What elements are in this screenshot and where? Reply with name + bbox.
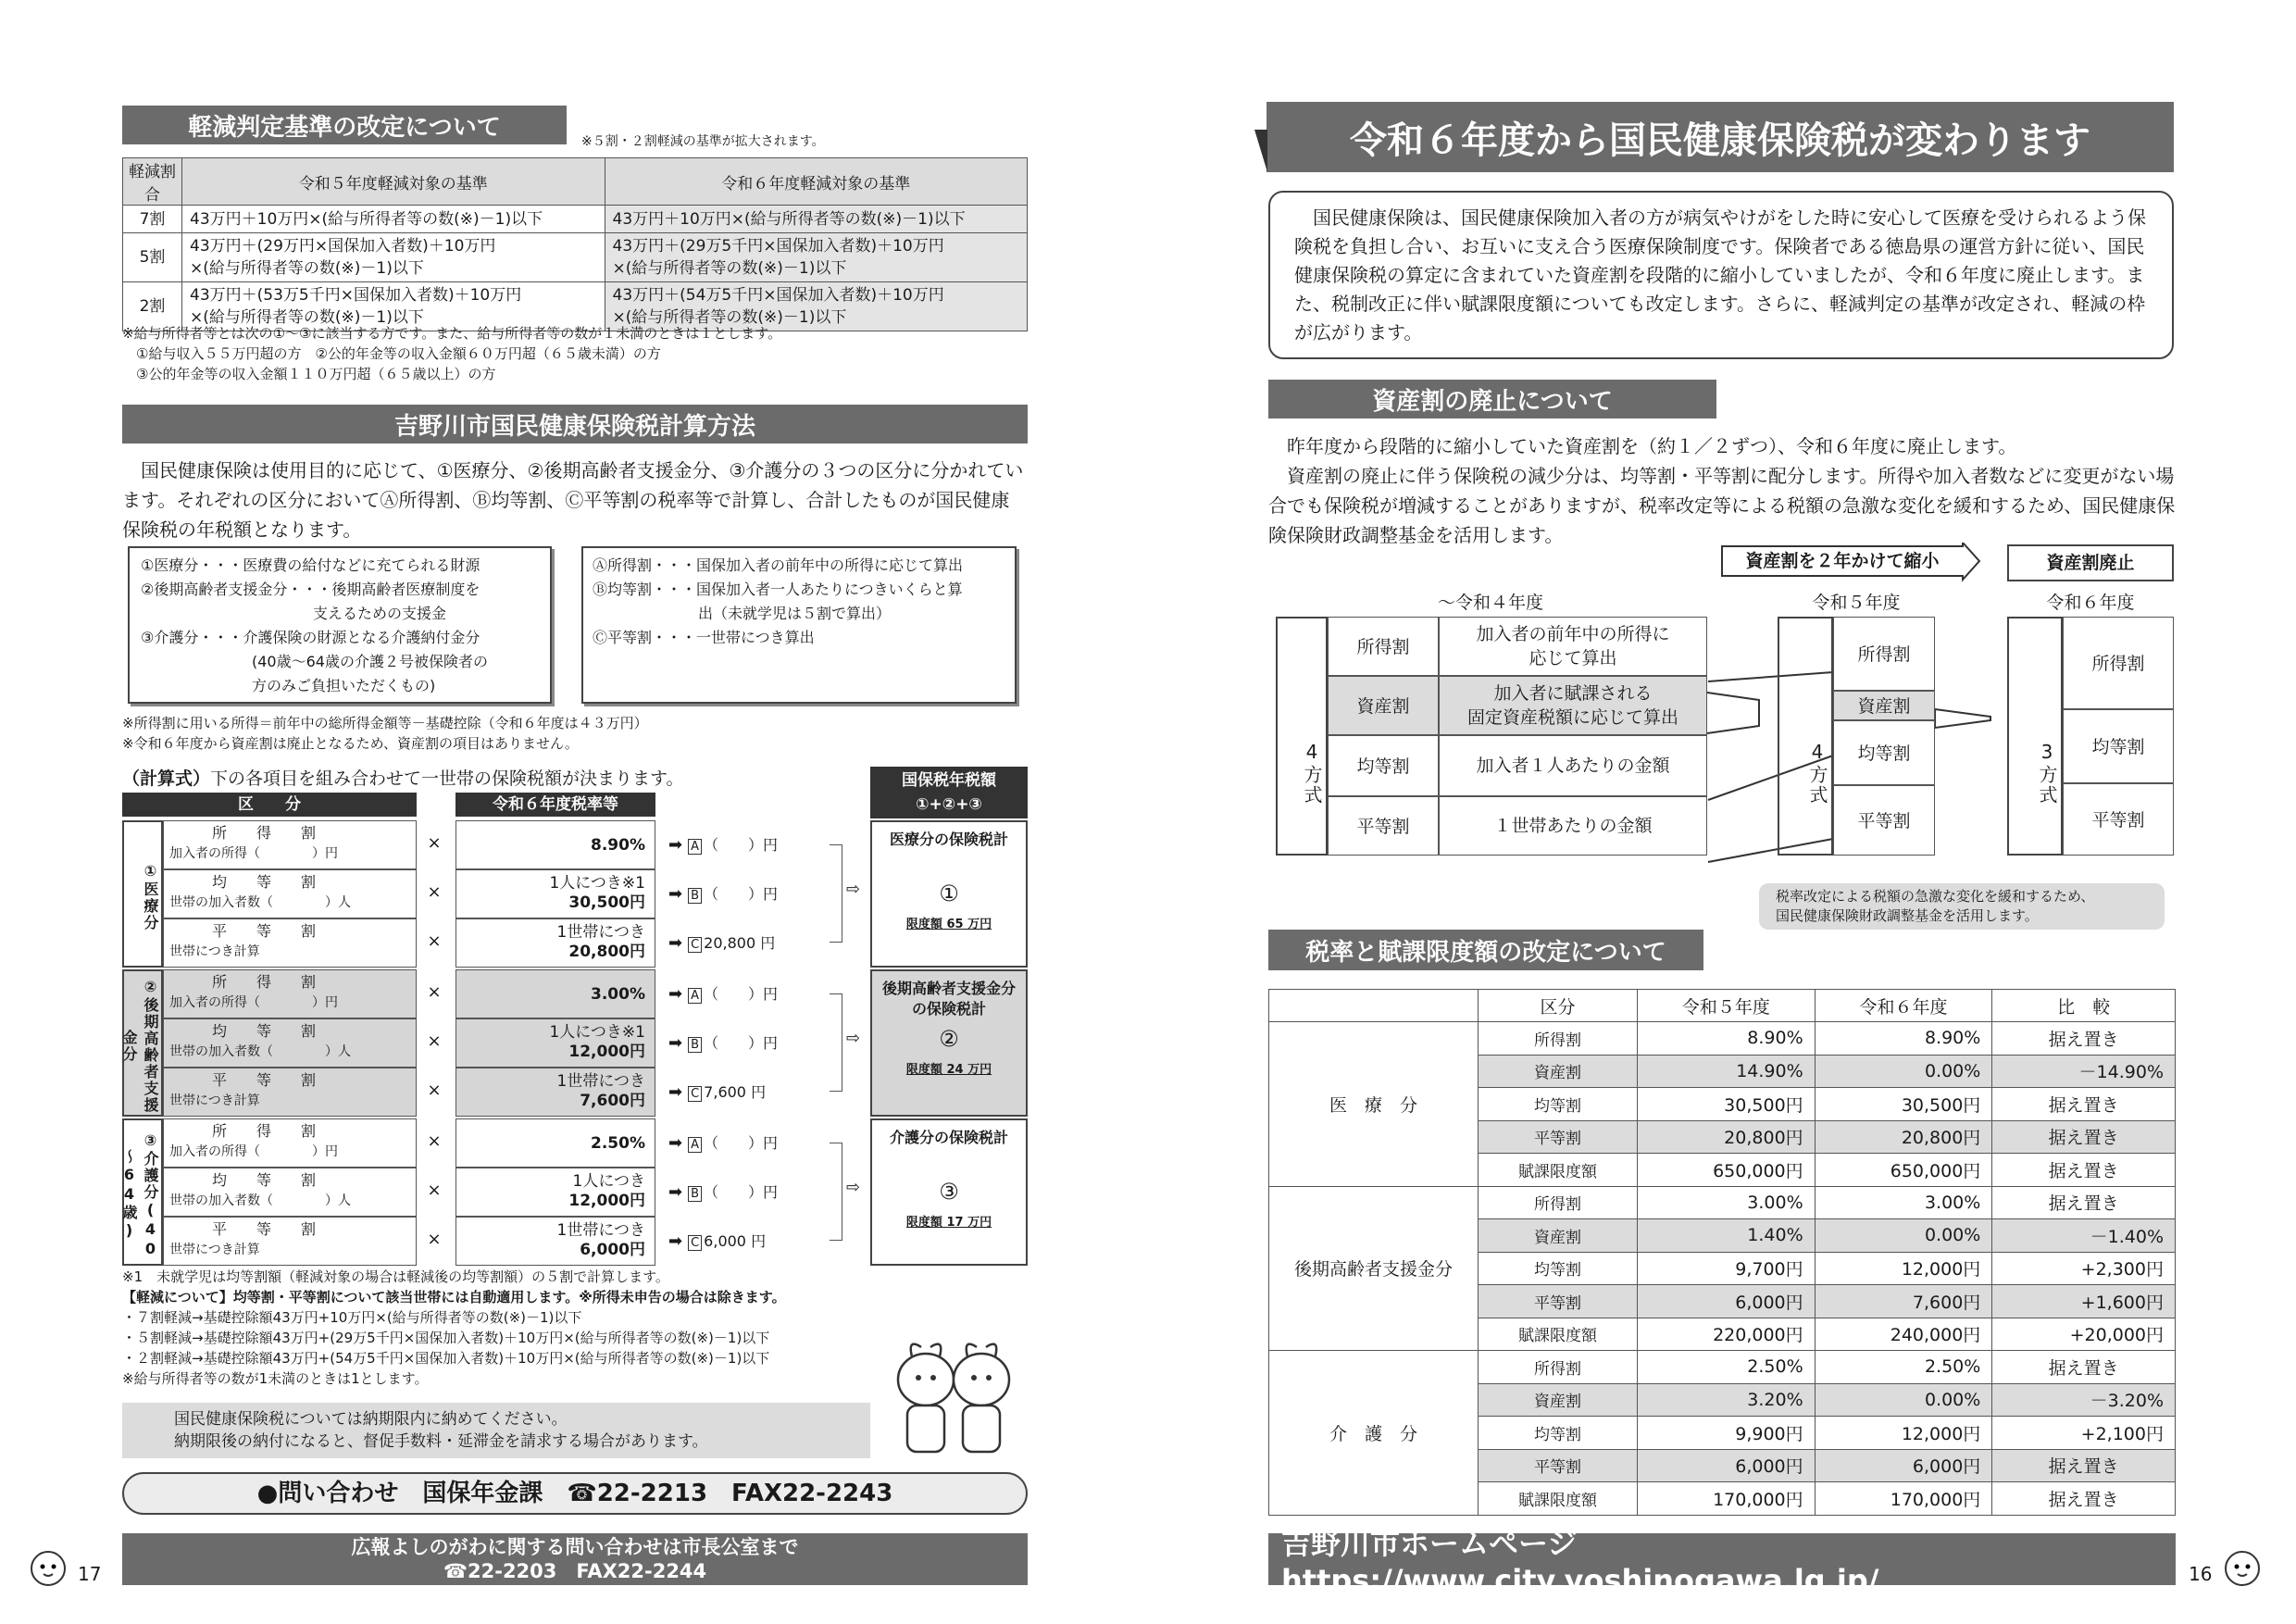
calc-amount: （ ）円 xyxy=(704,1183,779,1201)
group-result-label: 介護分の保険税計 xyxy=(889,1129,1008,1146)
calc-amount: （ ）円 xyxy=(704,1134,779,1152)
rate-cell: 均等割 xyxy=(1479,1088,1638,1121)
group-result-label: 後期高齢者支援金分の保険税計 xyxy=(881,980,1016,1018)
rate-cell: 8.90% xyxy=(1815,1022,1992,1056)
times-sign: × xyxy=(427,931,442,951)
col-total-header: 国保税年税額 ①+②+③ xyxy=(870,767,1028,818)
rate-row xyxy=(1269,1351,2176,1384)
rate-row xyxy=(1269,1186,2176,1219)
diag-desc-r4: 加入者に賦課される 固定資産税額に応じて算出 xyxy=(1439,676,1707,735)
diag-item-r5: 均等割 xyxy=(1833,720,1935,785)
rate-value: 12,000円 xyxy=(568,1043,645,1061)
rate-header: 令和６年度 xyxy=(1815,990,1992,1022)
calc-rate xyxy=(455,918,655,968)
criteria-cell: 43万円＋10万円×(給与所得者等の数(※)－1)以下 xyxy=(182,206,605,233)
criteria-cell: 43万円＋10万円×(給与所得者等の数(※)－1)以下 xyxy=(605,206,1028,233)
rate-cell: 1.40% xyxy=(1638,1219,1816,1253)
criteria-cell: 43万円＋(29万5千円×国保加入者数)＋10万円 ×(給与所得者等の数(※)－1)以下 xyxy=(605,233,1028,282)
criteria-row xyxy=(123,233,1028,282)
tag-label: C xyxy=(688,1086,702,1102)
group-limit: 限度額 17 万円 xyxy=(905,1216,992,1230)
col-r6: 令和６年度 xyxy=(2046,593,2135,613)
rate-header: 区分 xyxy=(1479,990,1638,1022)
calc-result xyxy=(668,882,807,904)
diag-item-r6: 平等割 xyxy=(2063,783,2174,856)
method-box: Ⓐ所得割・・・国保加入者の前年中の所得に応じて算出 Ⓑ均等割・・・国保加入者一人あたりにつきいくらと算 出（未就学児は５割で算出） Ⓒ平等割・・・一世帯につき算出 xyxy=(581,546,1017,704)
rate-line: 1世帯につき xyxy=(556,923,645,942)
arrow-icon: ➡ xyxy=(668,1082,683,1102)
calc-rate xyxy=(455,1118,655,1168)
rate-group-name: 医 療 分 xyxy=(1269,1022,1479,1187)
diag-desc-r4: １世帯あたりの金額 xyxy=(1439,796,1707,856)
calc-amount: 20,800 円 xyxy=(704,934,776,952)
tag-label: B xyxy=(688,1037,702,1053)
calc-item xyxy=(163,820,417,869)
calc-rate xyxy=(455,1018,655,1068)
rate-cell: 3.00% xyxy=(1638,1186,1816,1219)
rate-cell: 8.90% xyxy=(1638,1022,1816,1056)
criteria-row xyxy=(123,206,1028,233)
rate-cell: 資産割 xyxy=(1479,1219,1638,1253)
rate-cell: 2.50% xyxy=(1638,1351,1816,1384)
rate-cell: 30,500円 xyxy=(1815,1088,1992,1121)
asset-text: 昨年度から段階的に縮小していた資産割を（約１／２ずつ）、令和６年度に廃止します。 資産割の廃止に伴う保険税の減少分は、均等割・平等割に配分します。所得や加入者数などに変更がない場合でも保険税が増減することがありますが、税率改定等による税額の急激な変化を緩和するため、国民健康保険保険財政調整基金を活用します。 xyxy=(1268,435,2176,546)
rate-cell: 30,500円 xyxy=(1638,1088,1816,1121)
calc-item xyxy=(163,1217,417,1266)
calc-rate xyxy=(455,1068,655,1117)
arrow-icon: ➡ xyxy=(668,1033,683,1053)
calc-item-name: 均 等 割 xyxy=(212,1171,317,1189)
calc-result xyxy=(668,1081,807,1102)
calc-rate xyxy=(455,820,655,869)
arrow-icon: ➡ xyxy=(668,884,683,904)
rate-cell: 据え置き xyxy=(1992,1022,2176,1056)
calc-item-sub: 世帯の加入者数（ ）人 xyxy=(169,1193,351,1208)
left-footer: 広報よしのがわに関する問い合わせは市長公室まで ☎22-2203 FAX22-2244 xyxy=(122,1533,1028,1585)
calc-result xyxy=(668,1230,807,1251)
payment-notice: 国民健康保険税については納期限内に納めてください。 納期限後の納付になると、督促手数料・延滞金を請求する場合があります。 xyxy=(122,1403,870,1458)
calc-result xyxy=(668,1131,807,1153)
abolish-label: 資産割廃止 xyxy=(2007,544,2174,581)
calc-item-name: 平 等 割 xyxy=(212,1220,317,1238)
mascot-illustration xyxy=(889,1333,1018,1472)
tag-label: A xyxy=(688,1137,702,1153)
rate-line: 1世帯につき xyxy=(556,1221,645,1240)
group-limit: 限度額 24 万円 xyxy=(905,1063,992,1077)
rate-cell: 6,000円 xyxy=(1638,1449,1816,1482)
rate-header: 令和５年度 xyxy=(1638,990,1816,1022)
rate-cell: 賦課限度額 xyxy=(1479,1318,1638,1351)
times-sign: × xyxy=(427,882,442,902)
calc-amount: 7,600 円 xyxy=(704,1083,767,1101)
rate-cell: 均等割 xyxy=(1479,1417,1638,1450)
rate-line: 1人につき※1 xyxy=(549,1023,645,1042)
calc-item-name: 均 等 割 xyxy=(212,873,317,891)
col-rate-header: 令和６年度税率等 xyxy=(455,793,655,817)
title-fold xyxy=(1254,130,1267,172)
page-number-right: 16 xyxy=(2189,1563,2213,1585)
calc-item-sub: 世帯の加入者数（ ）人 xyxy=(169,1044,351,1059)
col-r5: 令和５年度 xyxy=(1812,593,1901,613)
rate-cell: 所得割 xyxy=(1479,1022,1638,1056)
rate-value: 3.00% xyxy=(591,985,645,1004)
main-title: 令和６年度から国民健康保険税が変わります xyxy=(1267,102,2174,172)
calc-item-sub: 加入者の所得（ ）円 xyxy=(169,995,338,1010)
criteria-cell: 43万円＋(29万円×国保加入者数)＋10万円 ×(給与所得者等の数(※)－1)以下 xyxy=(182,233,605,282)
calc-notes: ※所得割に用いる所得＝前年中の総所得金額等－基礎控除（令和６年度は４３万円） ※令和６年度から資産割は廃止となるため、資産割の項目はありません。 xyxy=(122,715,648,752)
group-result-label: 医療分の保険税計 xyxy=(889,831,1008,848)
diag-item-r6: 均等割 xyxy=(2063,709,2174,783)
diag-item-r4: 平等割 xyxy=(1328,796,1439,856)
criteria-footnotes: ※給与所得者等とは次の①～③に該当する方です。また、給与所得者等の数が１未満のときは１とします。 ①給与収入５５万円超の方 ②公的年金等の収入金額６０万円超（６５歳未満）の方 ③公的年金等の収入金額１１０万円超（６５歳以上）の方 xyxy=(122,325,782,382)
rate-cell: 据え置き xyxy=(1992,1449,2176,1482)
tag-label: B xyxy=(688,1186,702,1202)
rate-cell: 所得割 xyxy=(1479,1186,1638,1219)
tag-label: A xyxy=(688,988,702,1004)
calc-item xyxy=(163,1068,417,1117)
diag-item-r6: 所得割 xyxy=(2063,617,2174,709)
rate-cell: +2,300円 xyxy=(1992,1252,2176,1285)
rate-line: 1世帯につき xyxy=(556,1072,645,1091)
four-method-label-1: 4方式 xyxy=(1276,617,1328,856)
calc-result xyxy=(668,931,807,953)
rate-cell: 所得割 xyxy=(1479,1351,1638,1384)
rate-cell: 据え置き xyxy=(1992,1482,2176,1516)
criteria-cell: 43万円＋(53万5千円×国保加入者数)＋10万円 ×(給与所得者等の数(※)－1)以下 xyxy=(182,282,605,331)
intro-box: 国民健康保険は、国民健康保険加入者の方が病気やけがをした時に安心して医療を受けられるよう保険税を負担し合い、お互いに支え合う医療保険制度です。保険者である徳島県の運営方針に従い、国民健康保険税の算定に含まれていた資産割を段階的に縮小していましたが、令和６年度に廃止します。また、税制改正に伴い賦課限度額についても改定します。さらに、軽減判定の基準が改定され、軽減の枠が広がります。 xyxy=(1268,191,2174,359)
rate-cell: －3.20% xyxy=(1992,1383,2176,1417)
criteria-header: 令和５年度軽減対象の基準 xyxy=(182,158,605,206)
diag-item-r4: 資産割 xyxy=(1328,676,1439,735)
rate-cell: －1.40% xyxy=(1992,1219,2176,1253)
times-sign: × xyxy=(427,1081,442,1100)
arrow-icon: ➡ xyxy=(668,1231,683,1251)
rate-cell: 12,000円 xyxy=(1815,1417,1992,1450)
diag-item-r5: 所得割 xyxy=(1833,617,1935,691)
rate-cell: +2,100円 xyxy=(1992,1417,2176,1450)
arrow-icon: ➡ xyxy=(668,933,683,953)
rate-header: 比 較 xyxy=(1992,990,2176,1022)
calc-rate xyxy=(455,1217,655,1266)
calc-result xyxy=(668,833,807,855)
rate-cell: 9,900円 xyxy=(1638,1417,1816,1450)
calc-item xyxy=(163,1018,417,1068)
right-footer: 吉野川市ホームページ https://www.city.yoshinogawa.lg.jp/ xyxy=(1268,1533,2176,1585)
tag-label: B xyxy=(688,888,702,904)
tag-label: A xyxy=(688,839,702,855)
group-number: ③ xyxy=(939,1179,959,1205)
group-number: ① xyxy=(939,881,959,906)
rate-cell: 賦課限度額 xyxy=(1479,1482,1638,1516)
rate-title: 税率と賦課限度額の改定について xyxy=(1268,930,1703,970)
criteria-header: 軽減割合 xyxy=(123,158,182,206)
rate-cell: 650,000円 xyxy=(1638,1154,1816,1187)
rate-cell: 650,000円 xyxy=(1815,1154,1992,1187)
calc-item-sub: 加入者の所得（ ）円 xyxy=(169,1144,338,1159)
criteria-cell: 43万円＋(54万5千円×国保加入者数)＋10万円 ×(給与所得者等の数(※)－1)以下 xyxy=(605,282,1028,331)
times-sign: × xyxy=(427,982,442,1002)
times-sign: × xyxy=(427,833,442,853)
diag-item-r5: 資産割 xyxy=(1833,691,1935,720)
arrow-icon: ➡ xyxy=(668,1133,683,1153)
criteria-title: 軽減判定基準の改定について xyxy=(122,106,567,144)
calc-rate xyxy=(455,1168,655,1217)
rate-cell: 資産割 xyxy=(1479,1055,1638,1088)
open-arrow-icon: ⇨ xyxy=(846,880,861,899)
rate-cell: 平等割 xyxy=(1479,1449,1638,1482)
formula-heading: （計算式）下の各項目を組み合わせて一世帯の保険税額が決まります。 xyxy=(122,768,684,789)
calc-amount: （ ）円 xyxy=(704,836,779,854)
rate-value: 7,600円 xyxy=(580,1092,645,1110)
times-sign: × xyxy=(427,1181,442,1200)
page-number-left: 17 xyxy=(78,1563,102,1585)
times-sign: × xyxy=(427,1031,442,1051)
rate-cell: 20,800円 xyxy=(1815,1120,1992,1154)
diag-desc-r4: 加入者１人あたりの金額 xyxy=(1439,735,1707,796)
group-number: ② xyxy=(939,1026,959,1052)
rate-value: 20,800円 xyxy=(568,943,645,961)
group-label: ②後期高齢者支援金分 xyxy=(122,969,163,1117)
rate-cell: 据え置き xyxy=(1992,1088,2176,1121)
calc-item-sub: 世帯につき計算 xyxy=(169,944,260,959)
calc-item xyxy=(163,1118,417,1168)
open-arrow-icon: ⇨ xyxy=(846,1178,861,1197)
diag-item-r4: 均等割 xyxy=(1328,735,1439,796)
rate-cell: 7,600円 xyxy=(1815,1285,1992,1318)
category-box: ①医療分・・・医療費の給付などに充てられる財源 ②後期高齢者支援金分・・・後期高齢者医療制度を 支えるための支援金 ③介護分・・・介護保険の財源となる介護納付金分 (40歳～64歳の介護２号被保険者の 方のみご負担いただくもの) xyxy=(128,546,552,704)
bracket xyxy=(830,844,842,943)
col-r4: ～令和４年度 xyxy=(1437,593,1543,613)
rate-cell: 14.90% xyxy=(1638,1055,1816,1088)
arrow-icon: ➡ xyxy=(668,984,683,1004)
diag-desc-r4: 加入者の前年中の所得に 応じて算出 xyxy=(1439,617,1707,676)
rate-cell: 均等割 xyxy=(1479,1252,1638,1285)
rate-cell: 0.00% xyxy=(1815,1055,1992,1088)
fund-bubble: 税率改定による税額の急激な変化を緩和するため、 国民健康保険財政調整基金を活用します。 xyxy=(1759,883,2165,930)
rate-cell: 9,700円 xyxy=(1638,1252,1816,1285)
rate-cell: 12,000円 xyxy=(1815,1252,1992,1285)
rate-value: 8.90% xyxy=(591,836,645,855)
calc-amount: （ ）円 xyxy=(704,985,779,1003)
rate-value: 6,000円 xyxy=(580,1241,645,1259)
rate-value: 30,500円 xyxy=(568,893,645,912)
criteria-note: ※５割・２割軽減の基準が拡大されます。 xyxy=(581,134,825,149)
rate-value: 12,000円 xyxy=(568,1192,645,1210)
rate-cell: 据え置き xyxy=(1992,1186,2176,1219)
times-sign: × xyxy=(427,1131,442,1151)
rate-cell: 3.00% xyxy=(1815,1186,1992,1219)
calc-amount: （ ）円 xyxy=(704,885,779,903)
rate-cell: 170,000円 xyxy=(1815,1482,1992,1516)
calc-rate xyxy=(455,969,655,1018)
calc-amount: （ ）円 xyxy=(704,1034,779,1052)
tag-label: C xyxy=(688,937,702,953)
diag-item-r4: 所得割 xyxy=(1328,617,1439,676)
calc-item xyxy=(163,969,417,1018)
rate-cell: 資産割 xyxy=(1479,1383,1638,1417)
criteria-cell: 2割 xyxy=(123,282,182,331)
group-limit: 限度額 65 万円 xyxy=(905,918,992,931)
arrow-icon: ➡ xyxy=(668,1182,683,1202)
three-method-label: 3方式 xyxy=(2007,617,2063,856)
calc-item xyxy=(163,918,417,968)
open-arrow-icon: ⇨ xyxy=(846,1029,861,1048)
calc-item-name: 平 等 割 xyxy=(212,922,317,940)
calc-item-name: 平 等 割 xyxy=(212,1071,317,1089)
rate-line: 1人につき※1 xyxy=(549,874,645,893)
calc-item xyxy=(163,869,417,918)
col-kubun-header: 区 分 xyxy=(122,793,417,817)
rate-cell: 据え置き xyxy=(1992,1120,2176,1154)
criteria-cell: 5割 xyxy=(123,233,182,282)
rate-cell: 220,000円 xyxy=(1638,1318,1816,1351)
rate-cell: 賦課限度額 xyxy=(1479,1154,1638,1187)
contact-bar: ●問い合わせ 国保年金課 ☎22-2213 FAX22-2243 xyxy=(122,1472,1028,1515)
rate-header-blank xyxy=(1269,990,1479,1022)
calc-item xyxy=(163,1168,417,1217)
after-notes: ※1 未就学児は均等割額（軽減対象の場合は軽減後の均等割額）の５割で計算します。 【軽減について】均等割・平等割について該当世帯には自動適用します。※所得未申告の場合は除きます。 ・７割軽減→基礎控除額43万円+10万円×(給与所得者等の数(※)－1)以下 ・５割軽減→基礎控除額43万円+(29万5千円×国保加入者数)＋10万円×(給与所得者等の数(※)－1)以下 ・２割軽減→基礎控除額43万円+(54万5千円×国保加入者数)＋10万円×(給与所得者等の数(※)－1)以下 ※給与所得者等の数が1未満のときは1とします。 xyxy=(122,1268,786,1387)
calc-intro: 国民健康保険は使用目的に応じて、①医療分、②後期高齢者支援金分、③介護分の３つの区分に分かれています。それぞれの区分においてⒶ所得割、Ⓑ均等割、Ⓒ平等割の税率等で計算し、合計したものが国民健康保険税の年税額となります。 xyxy=(122,459,1024,541)
rate-cell: 0.00% xyxy=(1815,1219,1992,1253)
calc-title: 吉野川市国民健康保険税計算方法 xyxy=(122,405,1028,443)
rate-cell: +20,000円 xyxy=(1992,1318,2176,1351)
criteria-header: 令和６年度軽減対象の基準 xyxy=(605,158,1028,206)
rate-cell: 平等割 xyxy=(1479,1285,1638,1318)
rate-cell: +1,600円 xyxy=(1992,1285,2176,1318)
calc-item-sub: 加入者の所得（ ）円 xyxy=(169,846,338,861)
rate-cell: 20,800円 xyxy=(1638,1120,1816,1154)
group-total xyxy=(870,1118,1028,1266)
calc-result xyxy=(668,1181,807,1202)
times-sign: × xyxy=(427,1230,442,1249)
calc-rate xyxy=(455,869,655,918)
calc-item-sub: 世帯につき計算 xyxy=(169,1093,260,1108)
rate-table xyxy=(1268,989,2176,1516)
rate-cell: 6,000円 xyxy=(1638,1285,1816,1318)
calc-item-sub: 世帯につき計算 xyxy=(169,1243,260,1257)
calc-item-sub: 世帯の加入者数（ ）人 xyxy=(169,895,351,910)
calc-amount: 6,000 円 xyxy=(704,1232,767,1250)
criteria-cell: 7割 xyxy=(123,206,182,233)
rate-cell: 据え置き xyxy=(1992,1154,2176,1187)
four-method-label-2: 4方式 xyxy=(1778,617,1833,856)
shrink-arrow-label: 資産割を２年かけて縮小 xyxy=(1745,551,1940,571)
rate-cell: 240,000円 xyxy=(1815,1318,1992,1351)
arrow-icon: ➡ xyxy=(668,835,683,855)
asset-title: 資産割の廃止について xyxy=(1268,380,1716,418)
asset-diagram xyxy=(1268,543,2176,931)
rate-cell: 3.20% xyxy=(1638,1383,1816,1417)
mascot-icon-right xyxy=(2222,1546,2263,1587)
calc-result xyxy=(668,1031,807,1053)
bracket xyxy=(830,993,842,1092)
calc-item-name: 所 得 割 xyxy=(212,973,317,991)
calc-item-name: 均 等 割 xyxy=(212,1022,317,1040)
rate-cell: 170,000円 xyxy=(1638,1482,1816,1516)
rate-group-name: 後期高齢者支援金分 xyxy=(1269,1186,1479,1351)
group-total xyxy=(870,820,1028,968)
rate-value: 2.50% xyxy=(591,1134,645,1153)
rate-cell: 6,000円 xyxy=(1815,1449,1992,1482)
rate-cell: 据え置き xyxy=(1992,1351,2176,1384)
group-label: ①医療分 xyxy=(122,820,163,968)
criteria-table xyxy=(122,157,1028,331)
diag-item-r5: 平等割 xyxy=(1833,785,1935,856)
calc-result xyxy=(668,982,807,1004)
rate-cell: 平等割 xyxy=(1479,1120,1638,1154)
rate-row xyxy=(1269,1022,2176,1056)
rate-group-name: 介 護 分 xyxy=(1269,1351,1479,1516)
calc-item-name: 所 得 割 xyxy=(212,1122,317,1140)
tag-label: C xyxy=(688,1235,702,1251)
group-label: ③介護分(40～64歳) xyxy=(122,1118,163,1266)
rate-cell: 0.00% xyxy=(1815,1383,1992,1417)
mascot-icon-left xyxy=(28,1546,69,1587)
calc-item-name: 所 得 割 xyxy=(212,824,317,842)
rate-cell: －14.90% xyxy=(1992,1055,2176,1088)
rate-line: 1人につき xyxy=(572,1172,645,1191)
bracket xyxy=(830,1143,842,1241)
rate-cell: 2.50% xyxy=(1815,1351,1992,1384)
group-total xyxy=(870,969,1028,1117)
